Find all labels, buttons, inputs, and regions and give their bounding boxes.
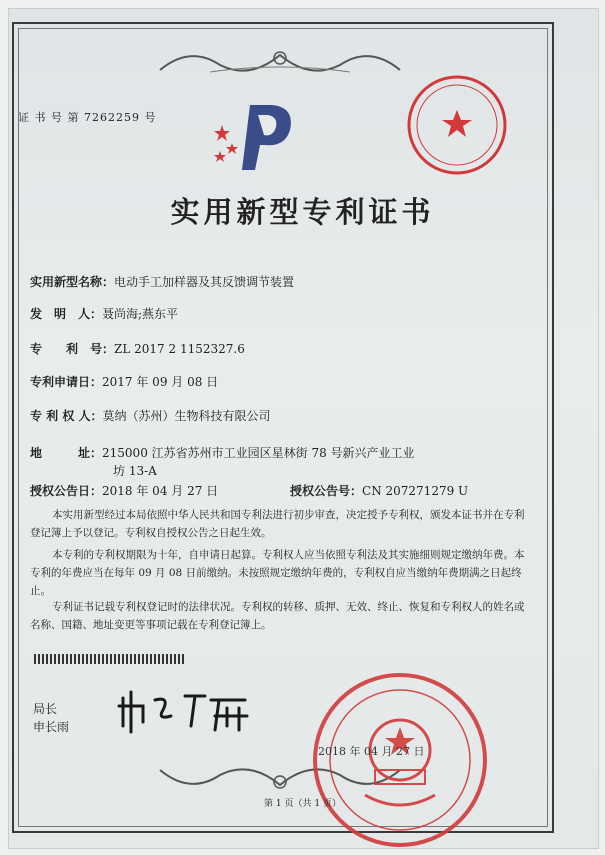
director-name: 申长雨 <box>33 720 70 734</box>
paragraph-2: 本专利的专利权期限为十年，自申请日起算。专利权人应当依照专利法及其实施细则规定缴纳年费。本专利的年费应当在每年 09 月 08 日前缴纳。未按照规定缴纳年费的，专利权自应当缴纳年费期满之日起终止。 <box>30 549 525 597</box>
utility-model-name: 电动手工加样器及其反馈调节装置 <box>114 275 295 289</box>
address-line-2: 坊 13-A <box>113 464 157 478</box>
top-ornament-icon <box>150 40 410 80</box>
certificate-title: 实用新型专利证书 <box>170 195 435 229</box>
director-title: 局长 <box>33 702 58 716</box>
grant-number-row: 授权公告号：CN 207271279 U <box>290 484 469 498</box>
grant-number: CN 207271279 U <box>362 484 469 498</box>
inventor-row: 发 明 人：聂尚海;燕东平 <box>30 307 179 321</box>
grant-date-row: 授权公告日：2018 年 04 月 27 日 <box>30 484 219 498</box>
certificate-number: 证 书 号 第 7262259 号 <box>18 111 157 124</box>
patent-office-logo-icon <box>210 95 300 175</box>
paragraph-3: 专利证书记载专利权登记时的法律状况。专利权的转移、质押、无效、终止、恢复和专利权人的姓名或名称、国籍、地址变更等事项记载在专利登记簿上。 <box>30 601 525 631</box>
address-row: 地 址：215000 江苏省苏州市工业园区星林街 78 号新兴产业工业 <box>30 446 415 460</box>
national-seal-icon <box>305 665 495 855</box>
filing-date-row: 专利申请日：2017 年 09 月 08 日 <box>30 375 219 389</box>
patentee: 莫纳（苏州）生物科技有限公司 <box>102 409 271 423</box>
page-footer: 第 1 页（共 1 页） <box>264 799 341 809</box>
inventor: 聂尚海;燕东平 <box>102 307 179 321</box>
patent-number-row: 专 利 号：ZL 2017 2 1152327.6 <box>30 342 245 356</box>
address-line-1: 215000 江苏省苏州市工业园区星林街 78 号新兴产业工业 <box>102 446 415 460</box>
grant-date: 2018 年 04 月 27 日 <box>102 484 219 498</box>
patent-number: ZL 2017 2 1152327.6 <box>114 342 245 356</box>
official-seal-icon <box>404 72 510 178</box>
filing-date: 2017 年 09 月 08 日 <box>102 375 219 389</box>
seal-date: 2018 年 04 月 27 日 <box>318 745 425 758</box>
signature-icon <box>115 686 255 736</box>
patentee-row: 专 利 权 人：莫纳（苏州）生物科技有限公司 <box>30 409 271 423</box>
paragraph-1: 本实用新型经过本局依照中华人民共和国专利法进行初步审查，决定授予专利权，颁发本证书并在专利登记簿上予以登记。专利权自授权公告之日起生效。 <box>30 509 525 539</box>
barcode-icon <box>34 654 184 664</box>
utility-model-name-row: 实用新型名称：电动手工加样器及其反馈调节装置 <box>30 275 295 289</box>
